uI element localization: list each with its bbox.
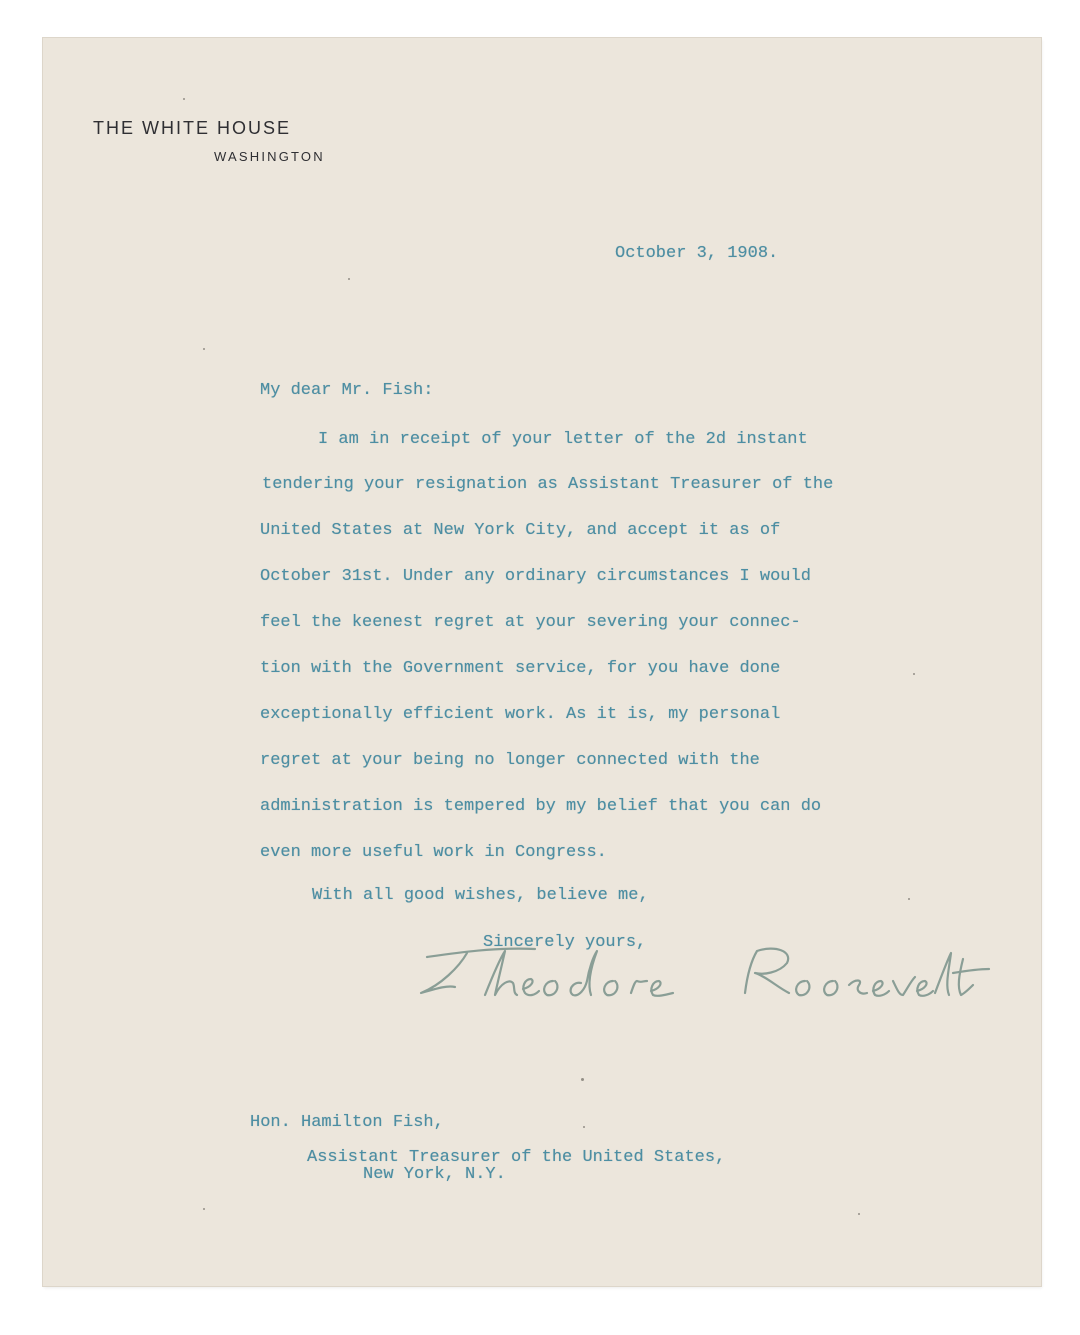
complimentary-close: Sincerely yours, — [483, 933, 647, 952]
body-line: administration is tempered by my belief that you can do — [260, 797, 822, 816]
body-line: tendering your resignation as Assistant Treasurer of the — [262, 475, 834, 494]
paper-speck — [348, 278, 350, 280]
paper-speck — [203, 1208, 205, 1210]
paper-speck — [583, 1126, 585, 1128]
letter-date: October 3, 1908. — [615, 244, 779, 263]
body-line: October 31st. Under any ordinary circumstances I would — [260, 567, 811, 586]
recipient-location: New York, N.Y. — [363, 1165, 506, 1184]
paper-speck — [908, 898, 910, 900]
recipient-title: Assistant Treasurer of the United States, — [307, 1148, 726, 1167]
salutation: My dear Mr. Fish: — [260, 381, 434, 400]
paper-speck — [913, 673, 915, 675]
body-line: regret at your being no longer connected with the — [260, 751, 760, 770]
paper-speck — [858, 1213, 860, 1215]
closing-wish: With all good wishes, believe me, — [312, 886, 649, 905]
body-line: United States at New York City, and accept it as of — [260, 521, 781, 540]
handwritten-signature — [375, 935, 995, 1005]
body-line: I am in receipt of your letter of the 2d instant — [318, 430, 808, 449]
body-line: feel the keenest regret at your severing your connec- — [260, 613, 801, 632]
body-line: even more useful work in Congress. — [260, 843, 607, 862]
letterhead-subtitle: WASHINGTON — [214, 149, 325, 164]
paper-speck — [203, 348, 205, 350]
letterhead-title: THE WHITE HOUSE — [93, 118, 292, 138]
paper-speck — [581, 1078, 584, 1081]
body-line: exceptionally efficient work. As it is, my personal — [260, 705, 781, 724]
paper-speck — [183, 98, 185, 100]
body-line: tion with the Government service, for you have done — [260, 659, 781, 678]
recipient-name: Hon. Hamilton Fish, — [250, 1113, 444, 1132]
